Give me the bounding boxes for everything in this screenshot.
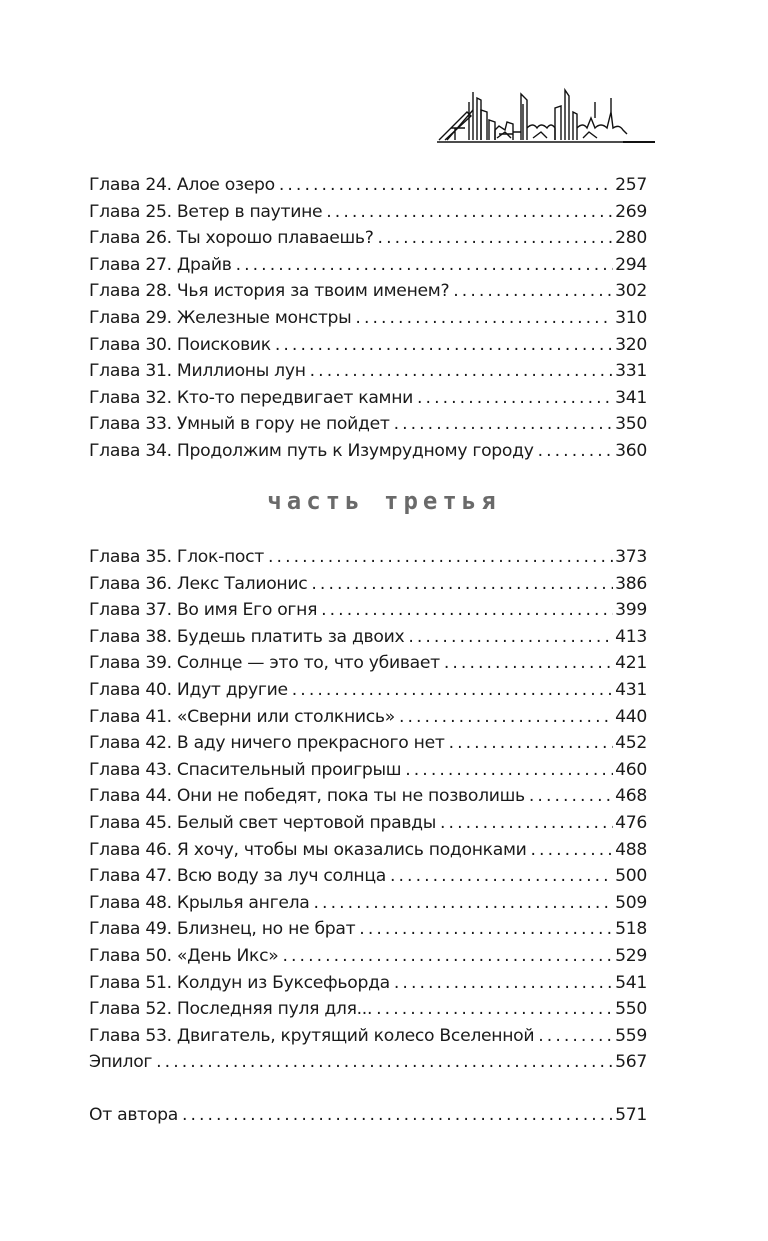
leader-dots: [449, 730, 614, 757]
leader-dots: [531, 837, 614, 864]
toc-entry[interactable]: [89, 172, 647, 199]
page-number: 350: [615, 414, 647, 435]
toc-entry[interactable]: [89, 943, 647, 970]
page-number: 541: [615, 972, 647, 993]
leader-dots: [390, 863, 613, 890]
page-number: 320: [615, 334, 647, 355]
chapter-title: Глава 51. Колдун из Буксефьорда: [89, 972, 390, 993]
table-of-contents-afterword: [89, 1102, 647, 1129]
leader-dots: [268, 544, 613, 571]
chapter-title: Глава 27. Драйв: [89, 254, 232, 275]
chapter-title: Глава 46. Я хочу, чтобы мы оказались подонками: [89, 839, 527, 860]
toc-entry[interactable]: [89, 1023, 647, 1050]
leader-dots: [529, 783, 613, 810]
page-number: 310: [615, 307, 647, 328]
page-number: 488: [615, 839, 647, 860]
chapter-title: Глава 26. Ты хорошо плаваешь?: [89, 228, 374, 249]
toc-entry[interactable]: [89, 757, 647, 784]
chapter-title: Глава 48. Крылья ангела: [89, 892, 310, 913]
page-number: 257: [615, 175, 647, 195]
leader-dots: [355, 305, 613, 332]
page-number: 341: [615, 387, 647, 408]
page-number: 269: [615, 201, 647, 222]
page-number: 294: [615, 254, 647, 275]
leader-dots: [182, 1102, 613, 1129]
chapter-title: Глава 28. Чья история за твоим именем?: [89, 281, 450, 302]
toc-entry[interactable]: [89, 332, 647, 359]
leader-dots: [399, 704, 613, 731]
toc-entry[interactable]: [89, 571, 647, 598]
chapter-title: Глава 34. Продолжим путь к Изумрудному городу: [89, 440, 534, 461]
leader-dots: [275, 332, 613, 359]
toc-entry[interactable]: [89, 677, 647, 704]
toc-entry[interactable]: [89, 544, 647, 571]
page-number: 331: [615, 361, 647, 382]
toc-entry[interactable]: [89, 970, 647, 997]
page-number: 280: [615, 228, 647, 249]
page-number: 567: [615, 1052, 647, 1073]
page-number: 431: [615, 679, 647, 700]
chapter-title: Глава 45. Белый свет чертовой правды: [89, 812, 437, 833]
chapter-title: Глава 49. Близнец, но не брат: [89, 919, 356, 940]
toc-entry[interactable]: [89, 783, 647, 810]
leader-dots: [282, 943, 613, 970]
toc-entry[interactable]: [89, 624, 647, 651]
leader-dots: [310, 358, 613, 385]
leader-dots: [156, 1049, 613, 1076]
leader-dots: [405, 757, 613, 784]
chapter-title: Глава 33. Умный в гору не пойдет: [89, 414, 390, 435]
leader-dots: [453, 278, 613, 305]
table-of-contents-part-three: [89, 544, 647, 1076]
leader-dots: [279, 172, 613, 199]
toc-entry[interactable]: [89, 225, 647, 252]
chapter-title: От автора: [89, 1105, 178, 1125]
leader-dots: [359, 916, 613, 943]
leader-dots: [326, 199, 613, 226]
toc-entry[interactable]: [89, 358, 647, 385]
chapter-title: Глава 44. Они не победят, пока ты не позволишь: [89, 786, 525, 807]
page-number: 460: [615, 759, 647, 780]
toc-entry[interactable]: [89, 278, 647, 305]
chapter-title: Глава 31. Миллионы лун: [89, 361, 306, 382]
chapter-title: Эпилог: [89, 1052, 153, 1073]
toc-entry[interactable]: [89, 916, 647, 943]
page-number: 302: [615, 281, 647, 302]
toc-entry[interactable]: [89, 704, 647, 731]
toc-entry[interactable]: [89, 438, 647, 465]
toc-entry[interactable]: [89, 1102, 647, 1129]
chapter-title: Глава 35. Глок-пост: [89, 547, 265, 567]
chapter-title: Глава 30. Поисковик: [89, 334, 271, 355]
city-skyline-icon: [437, 82, 657, 152]
page-number: 559: [615, 1025, 647, 1046]
page-number: 399: [615, 600, 647, 621]
chapter-title: Глава 47. Всю воду за луч солнца: [89, 866, 386, 887]
page-number: 468: [615, 786, 647, 807]
chapter-title: Глава 29. Железные монстры: [89, 307, 352, 328]
page-number: 550: [615, 999, 647, 1020]
chapter-title: Глава 32. Кто-то передвигает камни: [89, 387, 414, 408]
chapter-title: Глава 37. Во имя Его огня: [89, 600, 318, 621]
toc-entry[interactable]: [89, 837, 647, 864]
chapter-title: Глава 41. «Сверни или столкнись»: [89, 706, 395, 727]
page-number: 571: [615, 1105, 647, 1125]
chapter-title: Глава 50. «День Икс»: [89, 945, 279, 966]
toc-entry[interactable]: [89, 305, 647, 332]
leader-dots: [311, 571, 613, 598]
chapter-title: Глава 42. В аду ничего прекрасного нет: [89, 733, 445, 754]
page-number: 509: [615, 892, 647, 913]
leader-dots: [444, 650, 613, 677]
leader-dots: [321, 597, 613, 624]
leader-dots: [394, 411, 614, 438]
toc-entry[interactable]: [89, 411, 647, 438]
toc-entry[interactable]: [89, 1049, 647, 1076]
toc-entry[interactable]: [89, 996, 647, 1023]
leader-dots: [394, 970, 613, 997]
leader-dots: [236, 252, 614, 279]
page-number: 373: [615, 547, 647, 567]
page-number: 440: [615, 706, 647, 727]
toc-entry[interactable]: [89, 385, 647, 412]
page-number: 529: [615, 945, 647, 966]
page-number: 421: [615, 653, 647, 674]
chapter-title: Глава 53. Двигатель, крутящий колесо Вселенной: [89, 1025, 535, 1046]
chapter-title: Глава 36. Лекс Талионис: [89, 573, 308, 594]
toc-entry[interactable]: [89, 597, 647, 624]
chapter-title: Глава 24. Алое озеро: [89, 175, 275, 195]
toc-entry[interactable]: [89, 890, 647, 917]
chapter-title: Глава 52. Последняя пуля для...: [89, 999, 373, 1020]
toc-entry[interactable]: [89, 650, 647, 677]
toc-entry[interactable]: [89, 252, 647, 279]
leader-dots: [378, 225, 614, 252]
leader-dots: [440, 810, 613, 837]
page-number: 413: [615, 626, 647, 647]
toc-entry[interactable]: [89, 730, 647, 757]
page-number: 518: [615, 919, 647, 940]
leader-dots: [292, 677, 613, 704]
page-number: 360: [615, 440, 647, 461]
leader-dots: [376, 996, 613, 1023]
page-number: 476: [615, 812, 647, 833]
part-heading: часть третья: [267, 487, 501, 515]
page-number: 386: [615, 573, 647, 594]
leader-dots: [314, 890, 614, 917]
chapter-title: Глава 39. Солнце — это то, что убивает: [89, 653, 440, 674]
leader-dots: [417, 385, 613, 412]
chapter-title: Глава 43. Спасительный проигрыш: [89, 759, 402, 780]
leader-dots: [538, 1023, 613, 1050]
page-number: 452: [615, 733, 647, 754]
toc-entry[interactable]: [89, 199, 647, 226]
page-number: 500: [615, 866, 647, 887]
chapter-title: Глава 38. Будешь платить за двоих: [89, 626, 405, 647]
toc-entry[interactable]: [89, 810, 647, 837]
leader-dots: [408, 624, 613, 651]
table-of-contents-part-two-end: [89, 172, 647, 465]
chapter-title: Глава 40. Идут другие: [89, 679, 288, 700]
leader-dots: [538, 438, 614, 465]
chapter-title: Глава 25. Ветер в паутине: [89, 201, 323, 222]
toc-entry[interactable]: [89, 863, 647, 890]
